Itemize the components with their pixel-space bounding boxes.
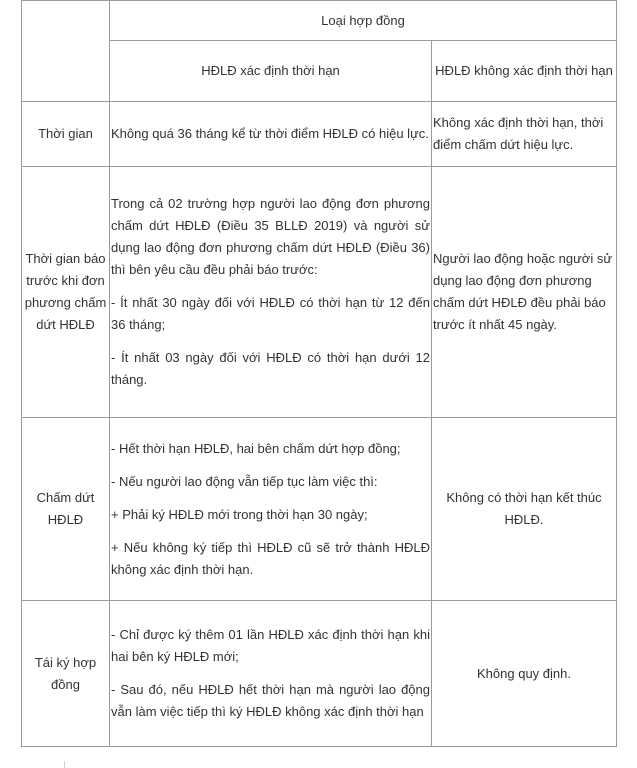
cell-paragraph: Trong cả 02 trường hợp người lao động đơn phương chấm dứt HĐLĐ (Điều 35 BLLĐ 2019) và người sử dụng lao động đơn phương chấm dứt HĐLĐ (Điều 36) thì bên yêu cầu đều phải báo trước: xyxy=(111,196,430,277)
cell-paragraph: - Nếu người lao động vẫn tiếp tục làm việc thì: xyxy=(111,473,378,489)
cell-paragraph: Không quá 36 tháng kể từ thời điểm HĐLĐ có hiệu lực. xyxy=(111,126,429,141)
contract-comparison-table xyxy=(21,0,617,747)
cell-paragraph: - Ít nhất 30 ngày đối với HĐLĐ có thời hạn từ 12 đến 36 tháng; xyxy=(111,295,430,332)
indefinite-term-cell: Không xác định thời hạn, thời điểm chấm dứt hiệu lực. xyxy=(432,102,617,167)
table-row xyxy=(22,167,617,418)
cell-paragraph: - Hết thời hạn HĐLĐ, hai bên chấm dứt hợp đồng; xyxy=(111,440,401,456)
row-label: Chấm dứt HĐLĐ xyxy=(22,418,110,601)
fixed-term-cell xyxy=(110,167,432,418)
fixed-term-cell xyxy=(110,601,432,747)
cell-paragraph: + Nếu không ký tiếp thì HĐLĐ cũ sẽ trở thành HĐLĐ không xác định thời hạn. xyxy=(111,539,430,577)
header-indefinite-term: HĐLĐ không xác định thời hạn xyxy=(432,41,617,102)
indefinite-term-cell: Người lao động hoặc người sử dụng lao động đơn phương chấm dứt HĐLĐ đều phải báo trước ít nhất 45 ngày. xyxy=(432,167,617,418)
cell-paragraph: + Phải ký HĐLĐ mới trong thời hạn 30 ngày; xyxy=(111,506,368,522)
table-row xyxy=(22,601,617,747)
table-row xyxy=(22,418,617,601)
indefinite-term-cell: Không quy định. xyxy=(432,601,617,747)
cell-paragraph: - Sau đó, nếu HĐLĐ hết thời hạn mà người lao động vẫn làm việc tiếp thì ký HĐLĐ không xác định thời hạn xyxy=(111,682,430,719)
table-header-subrow xyxy=(22,41,617,102)
cell-paragraph: - Ít nhất 03 ngày đối với HĐLĐ có thời hạn dưới 12 tháng. xyxy=(111,350,430,387)
table-header-row xyxy=(22,1,617,41)
row-label: Thời gian xyxy=(22,102,110,167)
row-label: Tái ký hợp đồng xyxy=(22,601,110,747)
header-empty-cell xyxy=(22,1,110,102)
indefinite-term-cell: Không có thời hạn kết thúc HĐLĐ. xyxy=(432,418,617,601)
row-label: Thời gian báo trước khi đơn phương chấm dứt HĐLĐ xyxy=(22,167,110,418)
cell-paragraph: - Chỉ được ký thêm 01 lần HĐLĐ xác định thời hạn khi hai bên ký HĐLĐ mới; xyxy=(111,627,430,664)
header-contract-type: Loại hợp đồng xyxy=(110,1,617,41)
divider xyxy=(64,761,65,768)
fixed-term-cell xyxy=(110,418,432,601)
header-fixed-term: HĐLĐ xác định thời hạn xyxy=(110,41,432,102)
fixed-term-cell xyxy=(110,102,432,167)
table-row xyxy=(22,102,617,167)
